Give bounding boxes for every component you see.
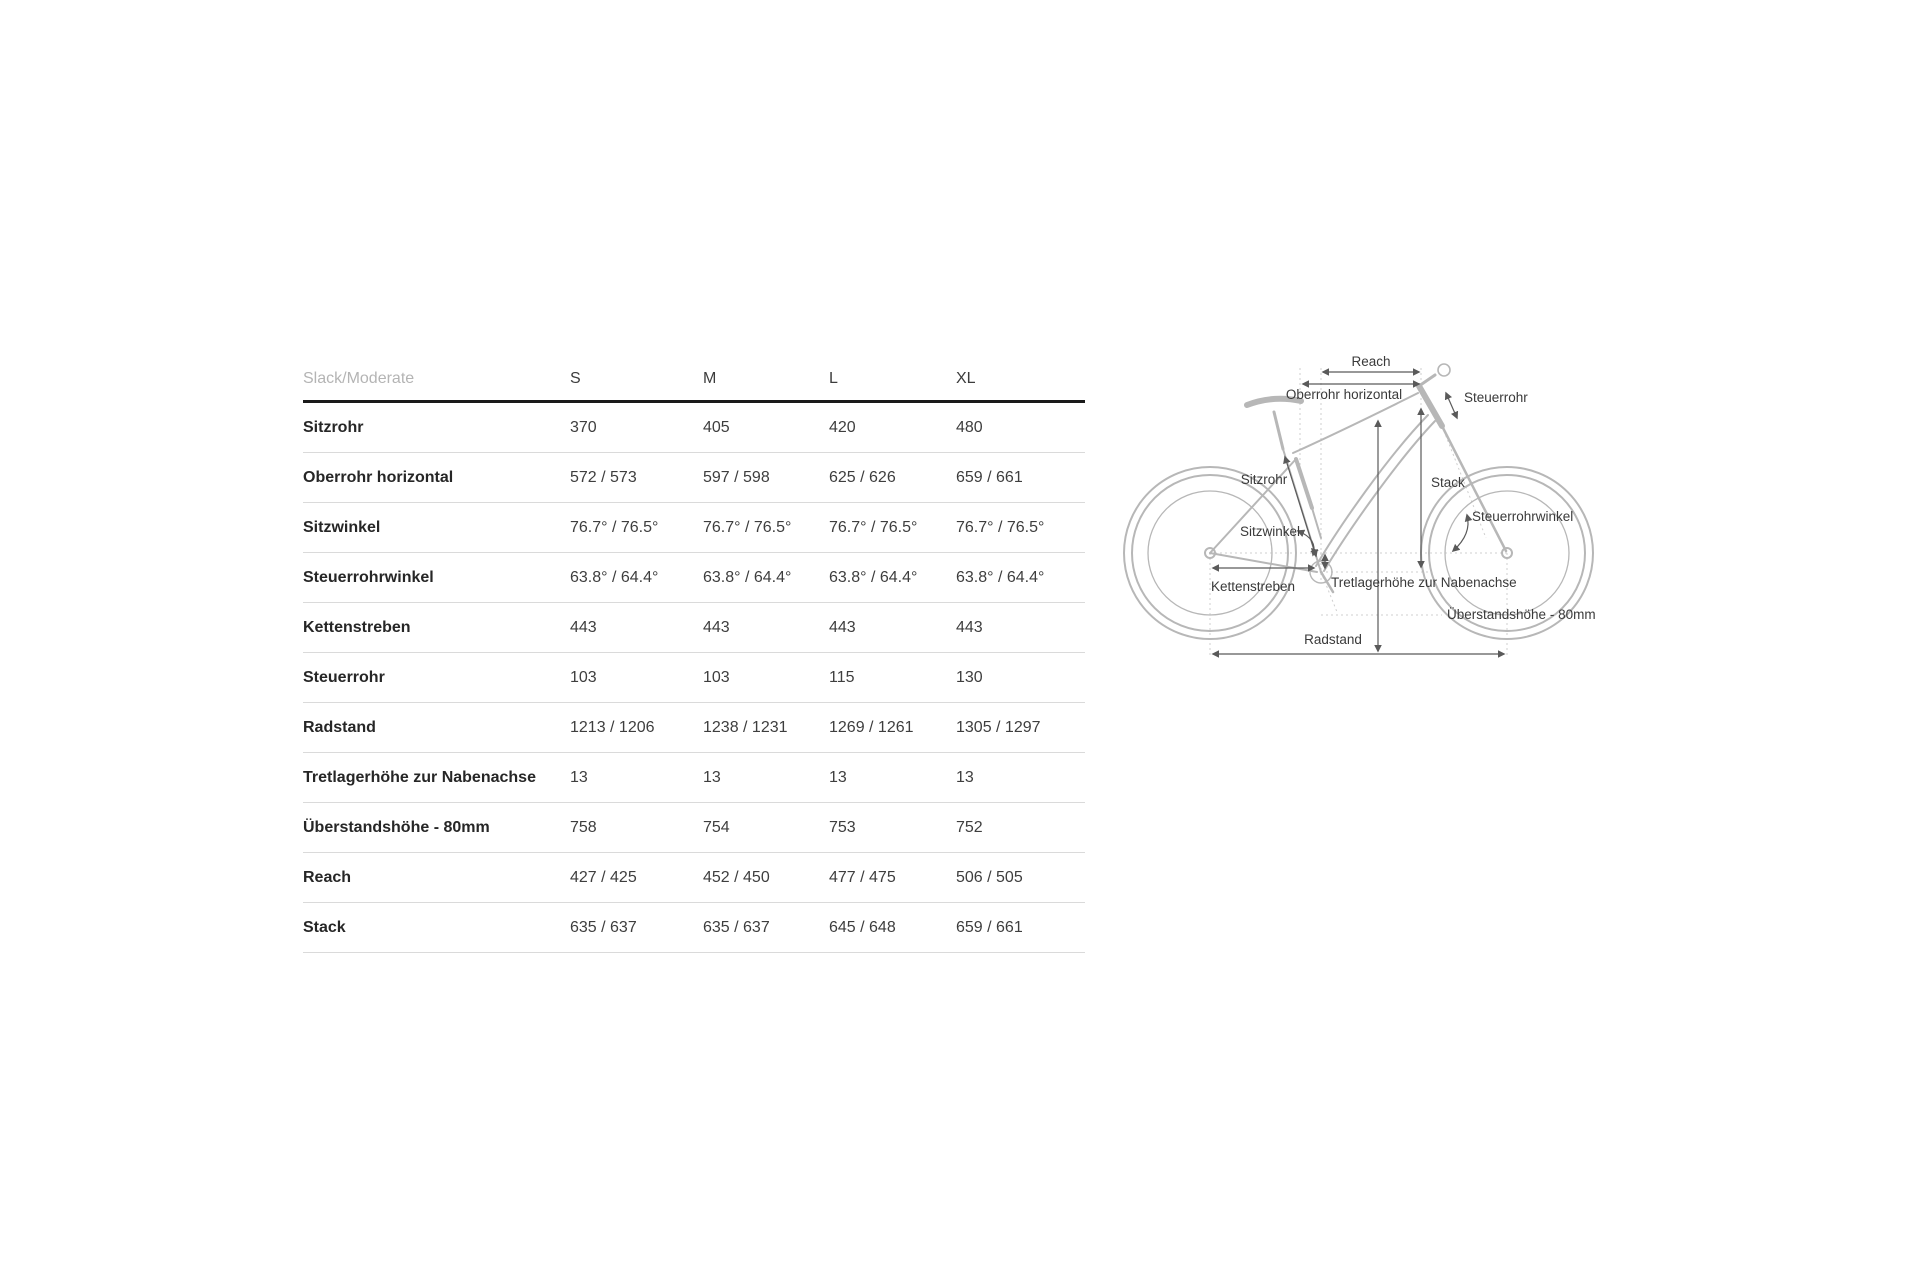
geometry-value-cell: 13 [829,768,847,786]
geometry-value-cell: 443 [956,618,983,636]
geometry-value-cell: 753 [829,818,856,836]
geometry-row-label: Kettenstreben [303,618,411,636]
diagram-label-sitzwinkel: Sitzwinkel [1239,524,1301,539]
geometry-row-label: Sitzwinkel [303,518,381,536]
diagram-label-steuerrohrwinkel: Steuerrohrwinkel [1472,509,1574,524]
geometry-row-label: Stack [303,918,346,936]
geometry-row-label: Oberrohr horizontal [303,468,454,486]
geometry-value-cell: 752 [956,818,983,836]
table-row [303,503,1085,553]
geometry-value-cell: 13 [956,768,974,786]
size-column-xl: XL [956,370,976,387]
diagram-label-sitzrohr: Sitzrohr [1240,472,1288,487]
geometry-value-cell: 63.8° / 64.4° [829,568,918,586]
geometry-row-label: Tretlagerhöhe zur Nabenachse [303,768,536,786]
geometry-value-cell: 115 [829,668,855,686]
geometry-value-cell: 659 / 661 [956,918,1023,936]
table-row [303,653,1085,703]
geometry-value-cell: 443 [703,618,730,636]
diagram-label-reach: Reach [1351,354,1391,369]
geometry-value-cell: 572 / 573 [570,468,637,486]
diagram-label-stack: Stack [1431,475,1465,490]
diagram-label-tretlagerhoehe: Tretlagerhöhe zur Nabenachse [1331,575,1517,590]
geometry-value-cell: 76.7° / 76.5° [570,518,659,536]
geometry-value-cell: 443 [829,618,856,636]
geometry-value-cell: 754 [703,818,730,836]
bike-geometry-diagram [1120,338,1685,708]
geometry-value-cell: 370 [570,418,597,436]
geometry-value-cell: 405 [703,418,730,436]
geometry-value-cell: 625 / 626 [829,468,896,486]
geometry-value-cell: 63.8° / 64.4° [703,568,792,586]
geometry-header-row [303,358,1085,402]
geometry-value-cell: 76.7° / 76.5° [703,518,792,536]
geometry-value-cell: 13 [703,768,721,786]
bike-outline [1124,364,1593,639]
geometry-value-cell: 76.7° / 76.5° [956,518,1045,536]
geometry-value-cell: 477 / 475 [829,868,896,886]
geometry-value-cell: 103 [703,668,730,686]
diagram-label-kettenstreben: Kettenstreben [1210,579,1296,594]
geometry-section [303,358,1085,953]
geometry-row-label: Reach [303,868,352,886]
table-row [303,453,1085,503]
table-row [303,853,1085,903]
geometry-value-cell: 758 [570,818,597,836]
size-column-m: M [703,370,717,387]
geometry-row-label: Überstandshöhe - 80mm [303,818,490,836]
geometry-value-cell: 420 [829,418,856,436]
table-row [303,753,1085,803]
geometry-value-cell: 659 / 661 [956,468,1023,486]
geometry-value-cell: 1305 / 1297 [956,718,1041,736]
geometry-value-cell: 645 / 648 [829,918,896,936]
geometry-value-cell: 1238 / 1231 [703,718,788,736]
geometry-value-cell: 597 / 598 [703,468,770,486]
geometry-value-cell: 635 / 637 [703,918,770,936]
geometry-value-cell: 443 [570,618,597,636]
diagram-label-steuerrohr: Steuerrohr [1464,390,1528,405]
geometry-value-cell: 452 / 450 [703,868,770,886]
geometry-value-cell: 427 / 425 [570,868,637,886]
geometry-value-cell: 76.7° / 76.5° [829,518,918,536]
geometry-value-cell: 103 [570,668,597,686]
geometry-value-cell: 1269 / 1261 [829,718,914,736]
geometry-setting-header: Slack/Moderate [303,370,415,387]
geometry-value-cell: 63.8° / 64.4° [956,568,1045,586]
geometry-value-cell: 480 [956,418,983,436]
size-column-l: L [829,370,838,387]
geometry-value-cell: 130 [956,668,983,686]
geometry-value-cell: 13 [570,768,588,786]
table-row [303,603,1085,653]
geometry-value-cell: 506 / 505 [956,868,1023,886]
geometry-row-label: Steuerrohr [303,668,385,686]
table-row [303,903,1085,953]
geometry-value-cell: 63.8° / 64.4° [570,568,659,586]
table-row [303,803,1085,853]
table-row [303,703,1085,753]
geometry-table [303,358,1085,953]
geometry-value-cell: 635 / 637 [570,918,637,936]
table-row [303,553,1085,603]
geometry-row-label: Sitzrohr [303,418,364,436]
geometry-row-label: Radstand [303,718,376,736]
geometry-value-cell: 1213 / 1206 [570,718,655,736]
size-column-s: S [570,370,581,387]
geometry-row-label: Steuerrohrwinkel [303,568,434,586]
table-row [303,402,1085,453]
diagram-label-ueberstandshoehe: Überstandshöhe - 80mm [1447,607,1596,622]
diagram-label-oberrohr-horizontal: Oberrohr horizontal [1285,387,1403,402]
diagram-label-radstand: Radstand [1304,632,1362,647]
